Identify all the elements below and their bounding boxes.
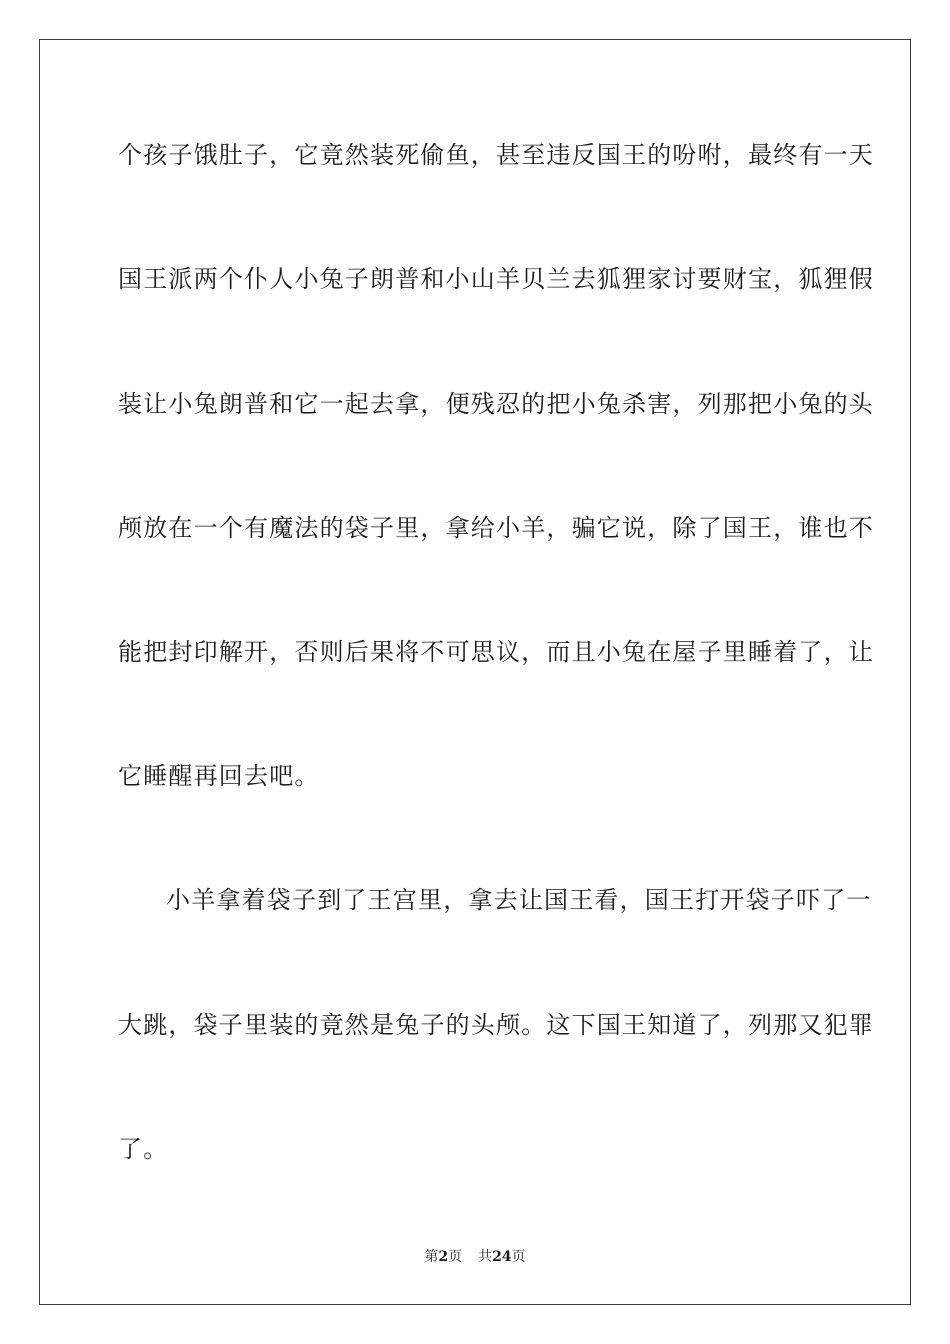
text-line-9: 了。 [118, 1135, 169, 1163]
page-prefix: 第 [424, 1249, 439, 1265]
page-current: 2 [438, 1249, 449, 1265]
text-line-2: 国王派两个仆人小兔子朗普和小山羊贝兰去狐狸家讨要财宝，狐狸假 [118, 265, 874, 293]
text-line-8: 大跳，袋子里装的竟然是兔子的头颅。这下国王知道了，列那又犯罪 [118, 1011, 874, 1039]
text-line-6: 它睡醒再回去吧。 [118, 762, 320, 790]
total-prefix: 共 [478, 1249, 493, 1265]
text-line-5: 能把封印解开，否则后果将不可思议，而且小兔在屋子里睡着了，让 [118, 638, 874, 666]
page-border [39, 39, 911, 1305]
total-suffix: 页 [511, 1249, 526, 1265]
text-line-7-indented: 小羊拿着袋子到了王宫里，拿去让国王看，国王打开袋子吓了一 [166, 886, 872, 914]
page-suffix: 页 [448, 1249, 463, 1265]
text-line-4: 颅放在一个有魔法的袋子里，拿给小羊，骗它说，除了国王，谁也不 [118, 514, 874, 542]
text-line-1: 个孩子饿肚子，它竟然装死偷鱼，甚至违反国王的吩咐，最终有一天 [118, 141, 874, 169]
text-line-3: 装让小兔朗普和它一起去拿，便残忍的把小兔杀害，列那把小兔的头 [118, 390, 874, 418]
page-number-footer [0, 1248, 950, 1266]
page-total: 24 [492, 1249, 512, 1265]
